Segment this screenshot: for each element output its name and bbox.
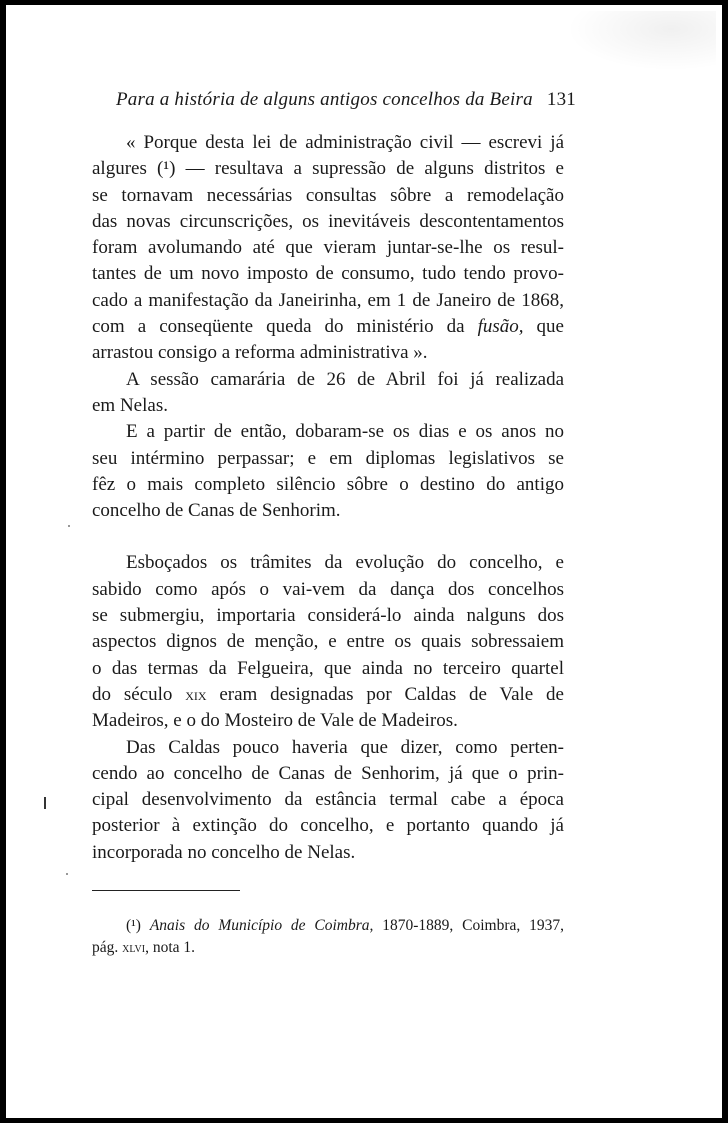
footnote-text: , nota 1. [145, 939, 196, 956]
text-line: das novas circunscrições, os inevitáveis descontentamentos [92, 210, 564, 232]
paragraph-2 [92, 367, 564, 420]
footnote-title: Anais do Município de Coimbra, [149, 917, 374, 934]
footnote [92, 915, 564, 959]
text-segment: que [523, 316, 564, 338]
paragraph-3 [92, 419, 564, 524]
paragraph-1 [92, 130, 564, 367]
text-line: A sessão camarária de 26 de Abril foi já realizada [126, 368, 564, 390]
text-line: sabido como após o vai-vem da dança dos concelhos [92, 578, 564, 600]
running-header [116, 89, 576, 111]
text-line: em Nelas. [92, 394, 168, 416]
text-line: se tornavam necessárias consultas sôbre a remodelação [92, 184, 564, 206]
text-line: Madeiros, e o do Mosteiro de Vale de Madeiros. [92, 710, 458, 732]
footnote-text: 1870-1889, Coimbra, 1937, [382, 917, 565, 934]
footnote-text: pág. [92, 939, 119, 956]
paragraph-5 [92, 735, 564, 866]
text-line: Esboçados os trâmites da evolução do concelho, e [126, 552, 564, 574]
text-line: aspectos dignos de menção, e entre os quais sobressaiem [92, 631, 564, 653]
text-line: concelho de Canas de Senhorim. [92, 500, 341, 522]
text-line: foram avolumando até que vieram juntar-se-lhe os resul- [92, 237, 564, 259]
scan-smudge [566, 11, 716, 71]
text-line: Das Caldas pouco haveria que dizer, como perten- [126, 736, 564, 758]
paragraph-4 [92, 550, 564, 734]
text-line: E a partir de então, dobaram-se os dias e os anos no [126, 421, 564, 443]
footnote-marker: (¹) [126, 917, 141, 934]
text-segment: com a conseqüente queda do ministério da [92, 316, 465, 338]
italic-word: fusão, [477, 316, 524, 338]
text-line: « Porque desta lei de administração civil — escrevi já [126, 132, 564, 153]
text-line: tantes de um novo imposto de consumo, tudo tendo provo- [92, 263, 564, 285]
text-line: o das termas da Felgueira, que ainda no terceiro quartel [92, 657, 564, 679]
footnote-rule [92, 890, 240, 891]
text-line: cado a manifestação da Janeirinha, em 1 de Janeiro de 1868, [92, 289, 564, 311]
scan-speck [68, 525, 70, 527]
text-line: seu intérmino perpassar; e em diplomas legislativos se [92, 447, 564, 469]
text-line: cipal desenvolvimento da estância termal cabe a época [92, 789, 564, 811]
text-segment: do século [92, 683, 173, 705]
text-line: algures (¹) — resultava a supressão de alguns distritos e [92, 158, 564, 180]
century-roman: xix [185, 684, 207, 704]
text-line: cendo ao concelho de Canas de Senhorim, já que o prin- [92, 762, 564, 784]
text-line: incorporada no concelho de Nelas. [92, 841, 356, 863]
text-line: arrastou consigo a reforma administrativa ». [92, 342, 428, 364]
text-line: se submergiu, importaria considerá-lo ainda nalguns dos [92, 605, 564, 627]
text-line: fêz o mais completo silêncio sôbre o destino do antigo [92, 473, 564, 495]
text-line: posterior à extinção do concelho, e portanto quando já [92, 815, 564, 837]
text-line-with-century [92, 682, 564, 708]
margin-mark [44, 797, 46, 809]
running-title: Para a história de alguns antigos concelhos da Beira [116, 89, 533, 110]
text-line-with-italic [92, 314, 564, 340]
text-segment: eram designadas por Caldas de Vale de [219, 683, 564, 705]
footnote-line [92, 937, 564, 959]
section-break [92, 524, 564, 550]
main-text [92, 130, 564, 866]
page-number: 131 [546, 89, 576, 110]
scan-speck [66, 873, 68, 875]
footnote-line [92, 915, 564, 937]
footnote-roman: xlvi [122, 941, 146, 956]
